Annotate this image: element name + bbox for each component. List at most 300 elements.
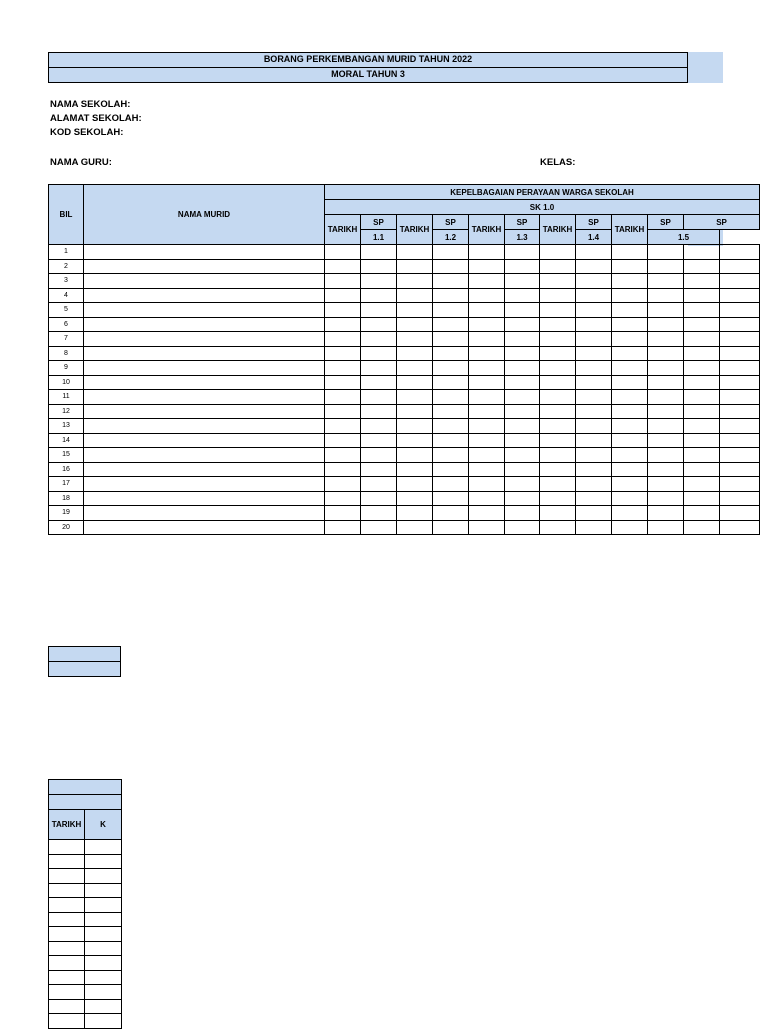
score-cell[interactable] (648, 477, 684, 492)
score-cell[interactable] (720, 332, 760, 347)
score-cell[interactable] (505, 448, 540, 463)
score-cell[interactable] (684, 448, 720, 463)
score-cell[interactable] (397, 288, 433, 303)
score-cell[interactable] (576, 317, 612, 332)
score-cell[interactable] (361, 288, 397, 303)
score-cell[interactable] (720, 433, 760, 448)
score-cell[interactable] (720, 491, 760, 506)
score-cell[interactable] (648, 520, 684, 535)
score-cell[interactable] (469, 448, 505, 463)
score-cell[interactable] (505, 433, 540, 448)
score-cell[interactable] (505, 390, 540, 405)
second-cell[interactable] (85, 840, 122, 855)
student-name-cell[interactable] (84, 491, 325, 506)
score-cell[interactable] (505, 259, 540, 274)
score-cell[interactable] (612, 491, 648, 506)
score-cell[interactable] (720, 520, 760, 535)
table-row (49, 390, 760, 405)
score-cell[interactable] (433, 346, 469, 361)
score-cell[interactable] (361, 404, 397, 419)
score-cell[interactable] (684, 433, 720, 448)
score-cell[interactable] (540, 361, 576, 376)
score-cell[interactable] (325, 404, 361, 419)
score-cell[interactable] (576, 288, 612, 303)
score-cell[interactable] (361, 317, 397, 332)
score-cell[interactable] (612, 274, 648, 289)
score-cell[interactable] (576, 448, 612, 463)
second-cell[interactable] (49, 854, 85, 869)
second-cell[interactable] (49, 956, 85, 971)
score-cell[interactable] (576, 404, 612, 419)
second-cell[interactable] (49, 840, 85, 855)
score-cell[interactable] (576, 520, 612, 535)
score-cell[interactable] (576, 274, 612, 289)
score-cell[interactable] (397, 477, 433, 492)
score-cell[interactable] (469, 346, 505, 361)
score-cell[interactable] (325, 288, 361, 303)
score-cell[interactable] (612, 390, 648, 405)
second-cell[interactable] (85, 1014, 122, 1029)
score-cell[interactable] (540, 288, 576, 303)
second-cell[interactable] (85, 970, 122, 985)
score-cell[interactable] (361, 375, 397, 390)
student-name-cell[interactable] (84, 288, 325, 303)
table-row (49, 448, 760, 463)
score-cell[interactable] (433, 419, 469, 434)
score-cell[interactable] (612, 404, 648, 419)
score-cell[interactable] (505, 361, 540, 376)
score-cell[interactable] (576, 390, 612, 405)
score-cell[interactable] (540, 245, 576, 260)
second-cell[interactable] (49, 999, 85, 1014)
score-cell[interactable] (612, 506, 648, 521)
score-cell[interactable] (325, 346, 361, 361)
second-cell[interactable] (85, 956, 122, 971)
score-cell[interactable] (576, 332, 612, 347)
score-cell[interactable] (612, 520, 648, 535)
score-cell[interactable] (469, 317, 505, 332)
kelas-label: KELAS: (540, 157, 576, 168)
score-cell[interactable] (361, 433, 397, 448)
second-cell[interactable] (85, 869, 122, 884)
score-cell[interactable] (648, 346, 684, 361)
score-cell[interactable] (505, 520, 540, 535)
score-cell[interactable] (540, 520, 576, 535)
score-cell[interactable] (684, 491, 720, 506)
score-cell[interactable] (469, 288, 505, 303)
score-cell[interactable] (361, 346, 397, 361)
score-cell[interactable] (612, 288, 648, 303)
score-cell[interactable] (612, 303, 648, 318)
student-name-cell[interactable] (84, 274, 325, 289)
score-cell[interactable] (433, 259, 469, 274)
sp-header: SP (361, 215, 397, 230)
score-cell[interactable] (720, 462, 760, 477)
student-name-cell[interactable] (84, 390, 325, 405)
score-cell[interactable] (576, 419, 612, 434)
second-cell[interactable] (49, 869, 85, 884)
score-cell[interactable] (397, 491, 433, 506)
score-cell[interactable] (433, 433, 469, 448)
score-cell[interactable] (397, 419, 433, 434)
score-cell[interactable] (361, 491, 397, 506)
score-cell[interactable] (648, 419, 684, 434)
score-cell[interactable] (540, 317, 576, 332)
score-cell[interactable] (361, 506, 397, 521)
student-name-cell[interactable] (84, 245, 325, 260)
score-cell[interactable] (361, 303, 397, 318)
score-cell[interactable] (648, 288, 684, 303)
score-cell[interactable] (612, 361, 648, 376)
score-cell[interactable] (361, 477, 397, 492)
score-cell[interactable] (540, 433, 576, 448)
score-cell[interactable] (684, 506, 720, 521)
score-cell[interactable] (361, 520, 397, 535)
score-cell[interactable] (612, 346, 648, 361)
score-cell[interactable] (361, 390, 397, 405)
row-number: 9 (49, 361, 84, 376)
score-cell[interactable] (397, 404, 433, 419)
score-cell[interactable] (684, 288, 720, 303)
score-cell[interactable] (540, 332, 576, 347)
score-cell[interactable] (720, 317, 760, 332)
score-cell[interactable] (576, 346, 612, 361)
table-row (49, 840, 122, 855)
score-cell[interactable] (540, 259, 576, 274)
score-cell[interactable] (325, 375, 361, 390)
second-cell[interactable] (49, 970, 85, 985)
score-cell[interactable] (505, 274, 540, 289)
score-cell[interactable] (540, 404, 576, 419)
student-name-cell[interactable] (84, 346, 325, 361)
score-cell[interactable] (505, 477, 540, 492)
score-cell[interactable] (505, 462, 540, 477)
score-cell[interactable] (505, 491, 540, 506)
score-cell[interactable] (325, 361, 361, 376)
score-cell[interactable] (469, 520, 505, 535)
score-cell[interactable] (648, 245, 684, 260)
student-name-cell[interactable] (84, 404, 325, 419)
row-number: 18 (49, 491, 84, 506)
score-cell[interactable] (648, 404, 684, 419)
score-cell[interactable] (505, 346, 540, 361)
score-cell[interactable] (433, 303, 469, 318)
table-row (49, 477, 760, 492)
score-cell[interactable] (576, 491, 612, 506)
score-cell[interactable] (684, 375, 720, 390)
score-cell[interactable] (720, 375, 760, 390)
score-cell[interactable] (325, 520, 361, 535)
score-cell[interactable] (397, 259, 433, 274)
score-cell[interactable] (325, 390, 361, 405)
score-cell[interactable] (361, 462, 397, 477)
second-cell[interactable] (49, 927, 85, 942)
score-cell[interactable] (469, 477, 505, 492)
score-cell[interactable] (648, 317, 684, 332)
score-cell[interactable] (684, 245, 720, 260)
second-cell[interactable] (85, 985, 122, 1000)
score-cell[interactable] (469, 332, 505, 347)
score-cell[interactable] (505, 317, 540, 332)
score-cell[interactable] (397, 361, 433, 376)
score-cell[interactable] (648, 433, 684, 448)
score-cell[interactable] (576, 477, 612, 492)
score-cell[interactable] (576, 361, 612, 376)
score-cell[interactable] (505, 303, 540, 318)
score-cell[interactable] (684, 477, 720, 492)
score-cell[interactable] (612, 448, 648, 463)
score-cell[interactable] (505, 375, 540, 390)
table-row (49, 404, 760, 419)
score-cell[interactable] (648, 274, 684, 289)
score-cell[interactable] (433, 448, 469, 463)
score-cell[interactable] (433, 245, 469, 260)
score-cell[interactable] (648, 259, 684, 274)
score-cell[interactable] (540, 462, 576, 477)
score-cell[interactable] (540, 448, 576, 463)
score-cell[interactable] (325, 448, 361, 463)
student-name-cell[interactable] (84, 462, 325, 477)
score-cell[interactable] (325, 462, 361, 477)
score-cell[interactable] (469, 303, 505, 318)
score-cell[interactable] (325, 274, 361, 289)
student-name-cell[interactable] (84, 303, 325, 318)
score-cell[interactable] (361, 332, 397, 347)
score-cell[interactable] (684, 520, 720, 535)
score-cell[interactable] (433, 288, 469, 303)
score-cell[interactable] (469, 259, 505, 274)
student-name-cell[interactable] (84, 361, 325, 376)
score-cell[interactable] (325, 259, 361, 274)
score-cell[interactable] (433, 520, 469, 535)
score-cell[interactable] (325, 245, 361, 260)
second-cell[interactable] (85, 999, 122, 1014)
score-cell[interactable] (612, 462, 648, 477)
score-cell[interactable] (684, 390, 720, 405)
score-cell[interactable] (720, 419, 760, 434)
score-cell[interactable] (397, 448, 433, 463)
score-cell[interactable] (612, 419, 648, 434)
score-cell[interactable] (612, 245, 648, 260)
score-cell[interactable] (612, 259, 648, 274)
score-cell[interactable] (397, 274, 433, 289)
score-cell[interactable] (576, 433, 612, 448)
score-cell[interactable] (433, 404, 469, 419)
score-cell[interactable] (576, 462, 612, 477)
score-cell[interactable] (433, 506, 469, 521)
score-cell[interactable] (684, 404, 720, 419)
score-cell[interactable] (648, 303, 684, 318)
student-name-cell[interactable] (84, 259, 325, 274)
score-cell[interactable] (469, 419, 505, 434)
score-cell[interactable] (325, 433, 361, 448)
score-cell[interactable] (397, 462, 433, 477)
score-cell[interactable] (540, 419, 576, 434)
score-cell[interactable] (397, 303, 433, 318)
score-cell[interactable] (684, 332, 720, 347)
score-cell[interactable] (720, 245, 760, 260)
score-cell[interactable] (397, 433, 433, 448)
score-cell[interactable] (397, 390, 433, 405)
score-cell[interactable] (612, 477, 648, 492)
score-cell[interactable] (433, 375, 469, 390)
score-cell[interactable] (469, 245, 505, 260)
second-cell[interactable] (49, 985, 85, 1000)
row-number: 12 (49, 404, 84, 419)
score-cell[interactable] (505, 506, 540, 521)
score-cell[interactable] (469, 361, 505, 376)
score-cell[interactable] (540, 491, 576, 506)
score-cell[interactable] (433, 462, 469, 477)
second-cell[interactable] (85, 941, 122, 956)
score-cell[interactable] (433, 361, 469, 376)
score-cell[interactable] (684, 361, 720, 376)
score-cell[interactable] (325, 332, 361, 347)
second-cell[interactable] (85, 898, 122, 913)
score-cell[interactable] (576, 303, 612, 318)
score-cell[interactable] (397, 506, 433, 521)
score-cell[interactable] (540, 375, 576, 390)
score-cell[interactable] (540, 346, 576, 361)
score-cell[interactable] (361, 274, 397, 289)
score-cell[interactable] (720, 361, 760, 376)
score-cell[interactable] (469, 433, 505, 448)
score-cell[interactable] (433, 390, 469, 405)
student-name-cell[interactable] (84, 433, 325, 448)
score-cell[interactable] (720, 303, 760, 318)
score-cell[interactable] (720, 288, 760, 303)
score-cell[interactable] (361, 448, 397, 463)
score-cell[interactable] (720, 506, 760, 521)
score-cell[interactable] (397, 317, 433, 332)
second-cell[interactable] (49, 883, 85, 898)
student-name-cell[interactable] (84, 448, 325, 463)
score-cell[interactable] (684, 303, 720, 318)
second-cell[interactable] (49, 912, 85, 927)
table-row (49, 927, 122, 942)
score-cell[interactable] (684, 462, 720, 477)
score-cell[interactable] (720, 346, 760, 361)
score-cell[interactable] (505, 332, 540, 347)
student-name-cell[interactable] (84, 332, 325, 347)
score-cell[interactable] (397, 332, 433, 347)
score-cell[interactable] (612, 433, 648, 448)
sp-code-2: 1.2 (433, 230, 469, 245)
score-cell[interactable] (540, 274, 576, 289)
second-cell[interactable] (85, 927, 122, 942)
second-cell[interactable] (85, 912, 122, 927)
score-cell[interactable] (720, 274, 760, 289)
score-cell[interactable] (361, 419, 397, 434)
score-cell[interactable] (720, 390, 760, 405)
score-cell[interactable] (469, 390, 505, 405)
student-name-cell[interactable] (84, 317, 325, 332)
score-cell[interactable] (433, 332, 469, 347)
score-cell[interactable] (433, 317, 469, 332)
score-cell[interactable] (720, 448, 760, 463)
table-row (49, 491, 760, 506)
score-cell[interactable] (505, 288, 540, 303)
score-cell[interactable] (612, 332, 648, 347)
score-cell[interactable] (648, 390, 684, 405)
score-cell[interactable] (612, 375, 648, 390)
score-cell[interactable] (612, 317, 648, 332)
second-cell[interactable] (49, 1014, 85, 1029)
score-cell[interactable] (684, 274, 720, 289)
score-cell[interactable] (576, 259, 612, 274)
score-cell[interactable] (325, 317, 361, 332)
score-cell[interactable] (469, 404, 505, 419)
score-cell[interactable] (469, 274, 505, 289)
score-cell[interactable] (576, 506, 612, 521)
score-cell[interactable] (397, 520, 433, 535)
score-cell[interactable] (469, 462, 505, 477)
score-cell[interactable] (648, 361, 684, 376)
score-cell[interactable] (576, 375, 612, 390)
score-cell[interactable] (433, 491, 469, 506)
score-cell[interactable] (684, 346, 720, 361)
score-cell[interactable] (576, 245, 612, 260)
score-cell[interactable] (540, 303, 576, 318)
score-cell[interactable] (469, 491, 505, 506)
tarikh-header: TARIKH (540, 215, 576, 245)
score-cell[interactable] (505, 404, 540, 419)
score-cell[interactable] (325, 506, 361, 521)
score-cell[interactable] (648, 375, 684, 390)
score-cell[interactable] (505, 245, 540, 260)
score-cell[interactable] (505, 419, 540, 434)
score-cell[interactable] (720, 259, 760, 274)
score-cell[interactable] (433, 274, 469, 289)
score-cell[interactable] (361, 245, 397, 260)
score-cell[interactable] (325, 419, 361, 434)
student-name-cell[interactable] (84, 419, 325, 434)
student-name-cell[interactable] (84, 520, 325, 535)
score-cell[interactable] (684, 317, 720, 332)
score-cell[interactable] (325, 303, 361, 318)
score-cell[interactable] (720, 477, 760, 492)
score-cell[interactable] (684, 259, 720, 274)
score-cell[interactable] (433, 477, 469, 492)
student-name-cell[interactable] (84, 375, 325, 390)
second-cell[interactable] (85, 854, 122, 869)
score-cell[interactable] (720, 404, 760, 419)
student-name-cell[interactable] (84, 477, 325, 492)
score-cell[interactable] (684, 419, 720, 434)
second-cell[interactable] (85, 883, 122, 898)
score-cell[interactable] (540, 477, 576, 492)
score-cell[interactable] (397, 245, 433, 260)
score-cell[interactable] (648, 462, 684, 477)
score-cell[interactable] (325, 491, 361, 506)
score-cell[interactable] (648, 448, 684, 463)
score-cell[interactable] (397, 346, 433, 361)
second-cell[interactable] (49, 898, 85, 913)
score-cell[interactable] (361, 361, 397, 376)
score-cell[interactable] (648, 506, 684, 521)
score-cell[interactable] (648, 491, 684, 506)
second-cell[interactable] (49, 941, 85, 956)
score-cell[interactable] (397, 375, 433, 390)
score-cell[interactable] (325, 477, 361, 492)
score-cell[interactable] (469, 375, 505, 390)
student-name-cell[interactable] (84, 506, 325, 521)
score-cell[interactable] (361, 259, 397, 274)
score-cell[interactable] (540, 506, 576, 521)
score-cell[interactable] (540, 390, 576, 405)
score-cell[interactable] (648, 332, 684, 347)
score-cell[interactable] (469, 506, 505, 521)
